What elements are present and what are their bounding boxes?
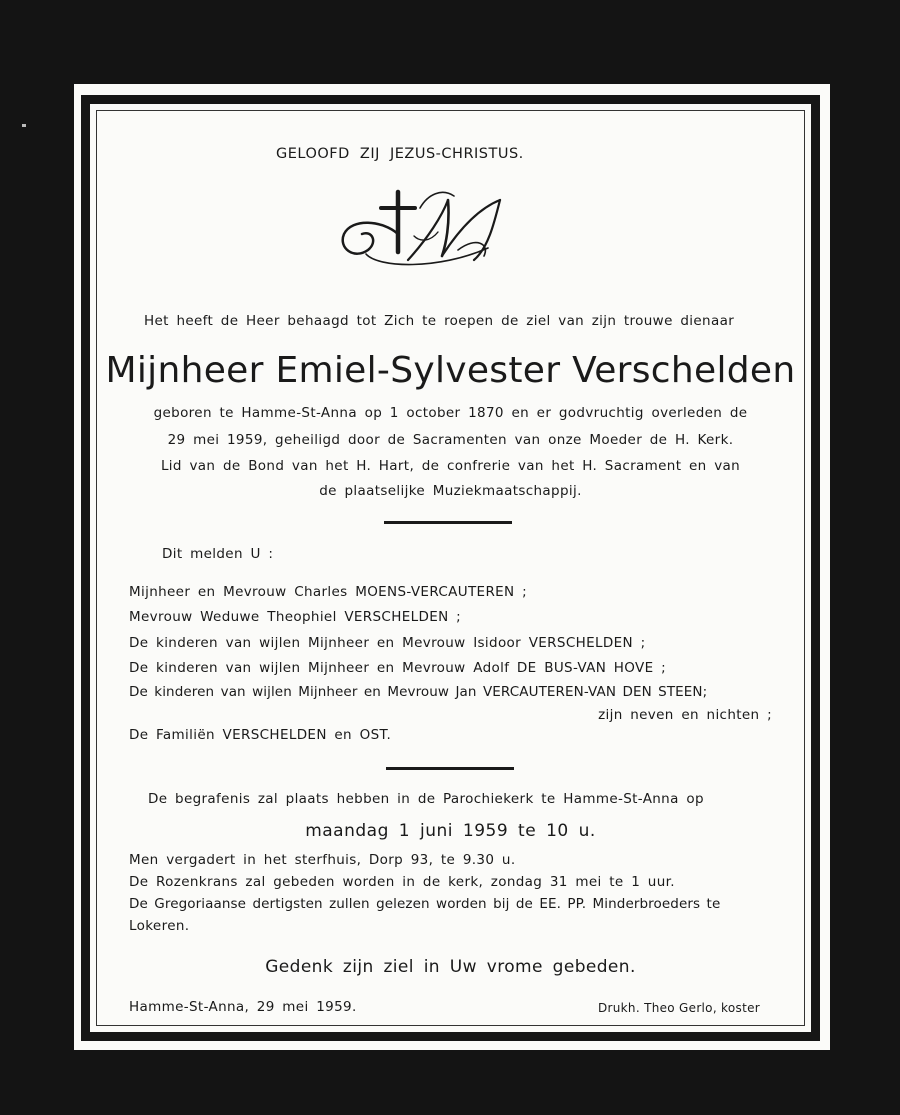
- funeral-detail: De Rozenkrans zal gebeden worden in de kerk, zondag 31 mei te 1 uur.: [129, 874, 675, 890]
- funeral-detail: Men vergadert in het sterfhuis, Dorp 93, te 9.30 u.: [129, 852, 516, 868]
- place-date: Hamme-St-Anna, 29 mei 1959.: [129, 999, 357, 1015]
- funeral-detail: De Gregoriaanse dertigsten zullen gelezen worden bij de EE. PP. Minderbroeders te: [129, 896, 721, 912]
- prayer-line: Gedenk zijn ziel in Uw vrome gebeden.: [265, 957, 636, 977]
- motto: GELOOFD ZIJ JEZUS-CHRISTUS.: [276, 146, 524, 162]
- announcer-line: Mevrouw Weduwe Theophiel VERSCHELDEN ;: [129, 609, 462, 625]
- announcers-intro: Dit melden U :: [162, 546, 274, 562]
- bio-line: de plaatselijke Muziekmaatschappij.: [319, 483, 582, 499]
- announcer-line: De kinderen van wijlen Mijnheer en Mevrouw Isidoor VERSCHELDEN ;: [129, 635, 646, 651]
- scan-speck: [22, 124, 26, 127]
- funeral-detail: Lokeren.: [129, 918, 190, 934]
- funeral-date: maandag 1 juni 1959 te 10 u.: [305, 821, 596, 841]
- divider-rule: [384, 521, 512, 524]
- funeral-intro: De begrafenis zal plaats hebben in de Parochiekerk te Hamme-St-Anna op: [148, 791, 704, 807]
- announcer-line: Mijnheer en Mevrouw Charles MOENS-VERCAUTEREN ;: [129, 584, 528, 600]
- bio-line: Lid van de Bond van het H. Hart, de confrerie van het H. Sacrament en van: [160, 458, 741, 474]
- deceased-name: Mijnheer Emiel-Sylvester Verschelden: [105, 350, 796, 391]
- bio-line: 29 mei 1959, geheiligd door de Sacramenten van onze Moeder de H. Kerk.: [167, 432, 734, 448]
- intro-line: Het heeft de Heer behaagd tot Zich te roepen de ziel van zijn trouwe dienaar: [144, 313, 735, 329]
- divider-rule: [386, 767, 514, 770]
- printer-credit: Drukh. Theo Gerlo, koster: [598, 1001, 760, 1015]
- families-line: De Familiën VERSCHELDEN en OST.: [129, 727, 392, 743]
- bio-line: geboren te Hamme-St-Anna op 1 october 1870 en er godvruchtig overleden de: [153, 405, 748, 421]
- relation-line: zijn neven en nichten ;: [598, 707, 772, 723]
- announcer-line: De kinderen van wijlen Mijnheer en Mevrouw Jan VERCAUTEREN-VAN DEN STEEN;: [129, 684, 708, 700]
- cross-monogram-icon: [338, 188, 510, 274]
- announcer-line: De kinderen van wijlen Mijnheer en Mevrouw Adolf DE BUS-VAN HOVE ;: [129, 660, 667, 676]
